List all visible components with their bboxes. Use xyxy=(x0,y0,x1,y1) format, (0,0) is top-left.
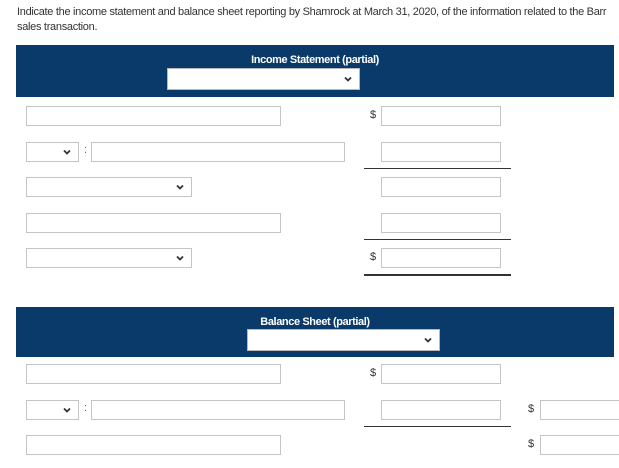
balance-sheet-title: Balance Sheet (partial) xyxy=(260,316,370,328)
is-row1-dollar-sign: $ xyxy=(370,109,377,121)
chevron-down-icon xyxy=(422,334,434,346)
is-row3-amount-input[interactable] xyxy=(381,177,501,197)
is-row2-prefix-select[interactable] xyxy=(26,142,79,162)
chevron-down-icon xyxy=(61,404,73,416)
is-row4-amount-input[interactable] xyxy=(381,213,501,233)
instructions-text: Indicate the income statement and balance sheet reporting by Shamrock at March 31, 2020, of the information related to the Barr sales transaction. xyxy=(17,6,607,33)
bs-row3-account-input[interactable] xyxy=(26,435,281,455)
income-statement-header xyxy=(16,45,614,97)
chevron-down-icon xyxy=(61,146,73,158)
bs-row2-prefix-select[interactable] xyxy=(26,400,79,420)
is-row4-account-input[interactable] xyxy=(26,213,281,233)
is-total-underline xyxy=(364,274,511,276)
bs-row2-amount-input[interactable] xyxy=(381,400,501,420)
is-row3-account-select[interactable] xyxy=(26,177,192,197)
balance-sheet-header xyxy=(16,307,614,357)
is-row1-amount-input[interactable] xyxy=(381,106,501,126)
balance-sheet-header-select[interactable] xyxy=(247,329,440,351)
is-row5-dollar-sign: $ xyxy=(370,251,377,263)
bs-row2-total-input[interactable] xyxy=(540,400,619,420)
chevron-down-icon xyxy=(174,252,186,264)
income-statement-header-select[interactable] xyxy=(167,68,360,90)
bs-row3-total-input[interactable] xyxy=(540,435,619,455)
bs-row2-total-dollar-sign: $ xyxy=(528,403,535,415)
bs-row2-colon: : xyxy=(84,402,88,414)
chevron-down-icon xyxy=(342,73,354,85)
is-row2-account-input[interactable] xyxy=(91,142,345,162)
bs-row1-account-input[interactable] xyxy=(26,364,281,384)
is-underline-2 xyxy=(364,239,511,240)
is-underline-1 xyxy=(364,168,511,169)
bs-underline-1 xyxy=(364,426,511,427)
bs-row2-account-input[interactable] xyxy=(91,400,345,420)
is-row5-account-select[interactable] xyxy=(26,248,192,268)
is-row1-account-input[interactable] xyxy=(26,106,281,126)
is-row2-colon: : xyxy=(84,144,88,156)
is-row5-amount-input[interactable] xyxy=(381,248,501,268)
income-statement-title: Income Statement (partial) xyxy=(251,54,379,66)
chevron-down-icon xyxy=(174,181,186,193)
bs-row3-total-dollar-sign: $ xyxy=(528,438,535,450)
bs-row1-amount-input[interactable] xyxy=(381,364,501,384)
bs-row1-dollar-sign: $ xyxy=(370,367,377,379)
is-row2-amount-input[interactable] xyxy=(381,142,501,162)
